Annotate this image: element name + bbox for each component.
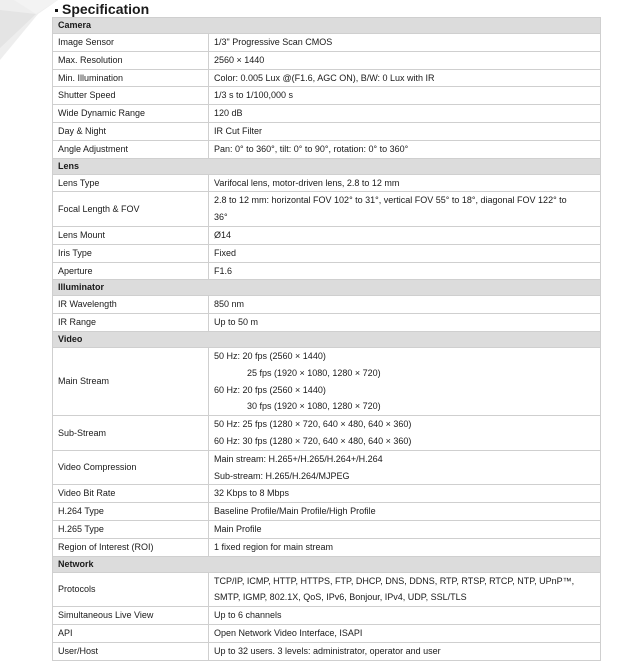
table-row (53, 607, 601, 625)
section-title: Illuminator (53, 280, 601, 296)
spec-value (209, 122, 601, 140)
spec-value-line: Main Profile (214, 523, 262, 534)
spec-value-line: Ø14 (214, 229, 232, 240)
spec-label: Iris Type (53, 244, 209, 262)
spec-label: Image Sensor (53, 34, 209, 52)
section-title: Video (53, 331, 601, 347)
table-row (53, 262, 601, 280)
spec-value-line: Varifocal lens, motor-driven lens, 2.8 to 12 mm (214, 177, 400, 188)
section-title: Lens (53, 158, 601, 174)
spec-value (209, 416, 601, 451)
table-row (53, 69, 601, 87)
spec-label: Day & Night (53, 122, 209, 140)
section-header-camera (53, 18, 601, 34)
table-row (53, 192, 601, 227)
table-row (53, 226, 601, 244)
table-row (53, 347, 601, 415)
spec-label: Video Compression (53, 450, 209, 485)
table-row (53, 122, 601, 140)
spec-value-line: 1/3" Progressive Scan CMOS (214, 37, 333, 47)
table-row (53, 87, 601, 105)
spec-table-body (53, 18, 601, 661)
table-row (53, 450, 601, 485)
spec-value-line: Up to 6 channels (214, 610, 282, 621)
spec-value (209, 69, 601, 87)
table-row (53, 34, 601, 52)
spec-label: Lens Mount (53, 226, 209, 244)
table-row (53, 538, 601, 556)
spec-label: Aperture (53, 262, 209, 280)
section-header-illuminator (53, 280, 601, 296)
spec-value (209, 174, 601, 192)
spec-value-line: Fixed (214, 247, 237, 258)
spec-label: Lens Type (53, 174, 209, 192)
spec-label: API (53, 624, 209, 642)
spec-value-line: 850 nm (214, 299, 245, 310)
decorative-corner-graphic (0, 0, 60, 70)
spec-value-line: 25 fps (1920 × 1080, 1280 × 720) (247, 367, 381, 378)
spec-value (209, 244, 601, 262)
table-row (53, 503, 601, 521)
spec-value-line: 30 fps (1920 × 1080, 1280 × 720) (247, 401, 381, 412)
spec-value-line: Up to 50 m (214, 317, 259, 328)
spec-label: Sub-Stream (53, 416, 209, 451)
spec-value-line: Baseline Profile/Main Profile/High Profile (214, 506, 376, 517)
spec-value-line: Sub-stream: H.265/H.264/MJPEG (214, 470, 350, 481)
spec-value-line: Pan: 0° to 360°, tilt: 0° to 90°, rotation: 0° to 360° (214, 143, 409, 154)
spec-value-line: Open Network Video Interface, ISAPI (214, 627, 363, 638)
spec-label: Simultaneous Live View (53, 607, 209, 625)
section-header-lens (53, 158, 601, 174)
spec-value (209, 607, 601, 625)
spec-value (209, 34, 601, 52)
section-title: Camera (53, 18, 601, 34)
spec-value (209, 572, 601, 607)
spec-label: Max. Resolution (53, 51, 209, 69)
table-row (53, 296, 601, 314)
spec-value-line: 60 Hz: 30 fps (1280 × 720, 640 × 480, 640 × 360) (214, 435, 412, 446)
spec-label: Region of Interest (ROI) (53, 538, 209, 556)
section-header-video (53, 331, 601, 347)
section-title: Network (53, 556, 601, 572)
spec-label: IR Wavelength (53, 296, 209, 314)
spec-value (209, 51, 601, 69)
specification-table (52, 17, 601, 661)
spec-label: Shutter Speed (53, 87, 209, 105)
spec-value-line: IR Cut Filter (214, 125, 263, 136)
table-row (53, 485, 601, 503)
spec-value-line: Main stream: H.265+/H.265/H.264+/H.264 (214, 453, 383, 464)
title-bullet-icon (55, 9, 58, 12)
spec-label: Min. Illumination (53, 69, 209, 87)
table-row (53, 416, 601, 451)
spec-value-line: F1.6 (214, 265, 233, 276)
spec-label: Wide Dynamic Range (53, 105, 209, 123)
spec-value (209, 314, 601, 332)
spec-value (209, 140, 601, 158)
spec-label: Focal Length & FOV (53, 192, 209, 227)
page-title (55, 1, 149, 18)
spec-value (209, 105, 601, 123)
spec-value (209, 347, 601, 415)
spec-value-line: 50 Hz: 25 fps (1280 × 720, 640 × 480, 640 × 360) (214, 419, 412, 430)
table-row (53, 174, 601, 192)
spec-value (209, 485, 601, 503)
spec-value (209, 538, 601, 556)
spec-value (209, 520, 601, 538)
spec-value (209, 642, 601, 660)
spec-label: Angle Adjustment (53, 140, 209, 158)
spec-value-line: 2.8 to 12 mm: horizontal FOV 102° to 31°, vertical FOV 55° to 18°, diagonal FOV 122° to (214, 195, 567, 206)
spec-label: Video Bit Rate (53, 485, 209, 503)
spec-value (209, 296, 601, 314)
spec-value-line: 2560 × 1440 (214, 54, 265, 65)
spec-value (209, 503, 601, 521)
spec-value-line: 1 fixed region for main stream (214, 541, 334, 552)
spec-value-line: 32 Kbps to 8 Mbps (214, 488, 290, 499)
spec-value-line: 50 Hz: 20 fps (2560 × 1440) (214, 350, 326, 361)
table-row (53, 314, 601, 332)
spec-value-line: Color: 0.005 Lux @(F1.6, AGC ON), B/W: 0 Lux with IR (214, 72, 435, 83)
spec-value-line: 36° (214, 212, 228, 223)
table-row (53, 51, 601, 69)
spec-value-line: Up to 32 users. 3 levels: administrator, operator and user (214, 645, 441, 656)
spec-value (209, 262, 601, 280)
spec-value-line: 60 Hz: 20 fps (2560 × 1440) (214, 384, 326, 395)
spec-value-line: 1/3 s to 1/100,000 s (214, 90, 294, 101)
spec-value (209, 87, 601, 105)
section-header-network (53, 556, 601, 572)
table-row (53, 244, 601, 262)
spec-value-line: 120 dB (214, 108, 243, 119)
spec-value (209, 450, 601, 485)
table-row (53, 572, 601, 607)
table-row (53, 105, 601, 123)
spec-value (209, 226, 601, 244)
spec-value-line: TCP/IP, ICMP, HTTP, HTTPS, FTP, DHCP, DNS, DDNS, RTP, RTSP, RTCP, NTP, UPnP™, (214, 575, 575, 586)
spec-label: User/Host (53, 642, 209, 660)
spec-value-line: SMTP, IGMP, 802.1X, QoS, IPv6, Bonjour, IPv4, UDP, SSL/TLS (214, 592, 467, 603)
table-row (53, 642, 601, 660)
spec-value (209, 624, 601, 642)
spec-label: IR Range (53, 314, 209, 332)
title-text: Specification (62, 1, 150, 17)
spec-value (209, 192, 601, 227)
spec-label: H.264 Type (53, 503, 209, 521)
table-row (53, 624, 601, 642)
table-row (53, 520, 601, 538)
spec-label: Main Stream (53, 347, 209, 415)
table-row (53, 140, 601, 158)
spec-label: H.265 Type (53, 520, 209, 538)
spec-label: Protocols (53, 572, 209, 607)
